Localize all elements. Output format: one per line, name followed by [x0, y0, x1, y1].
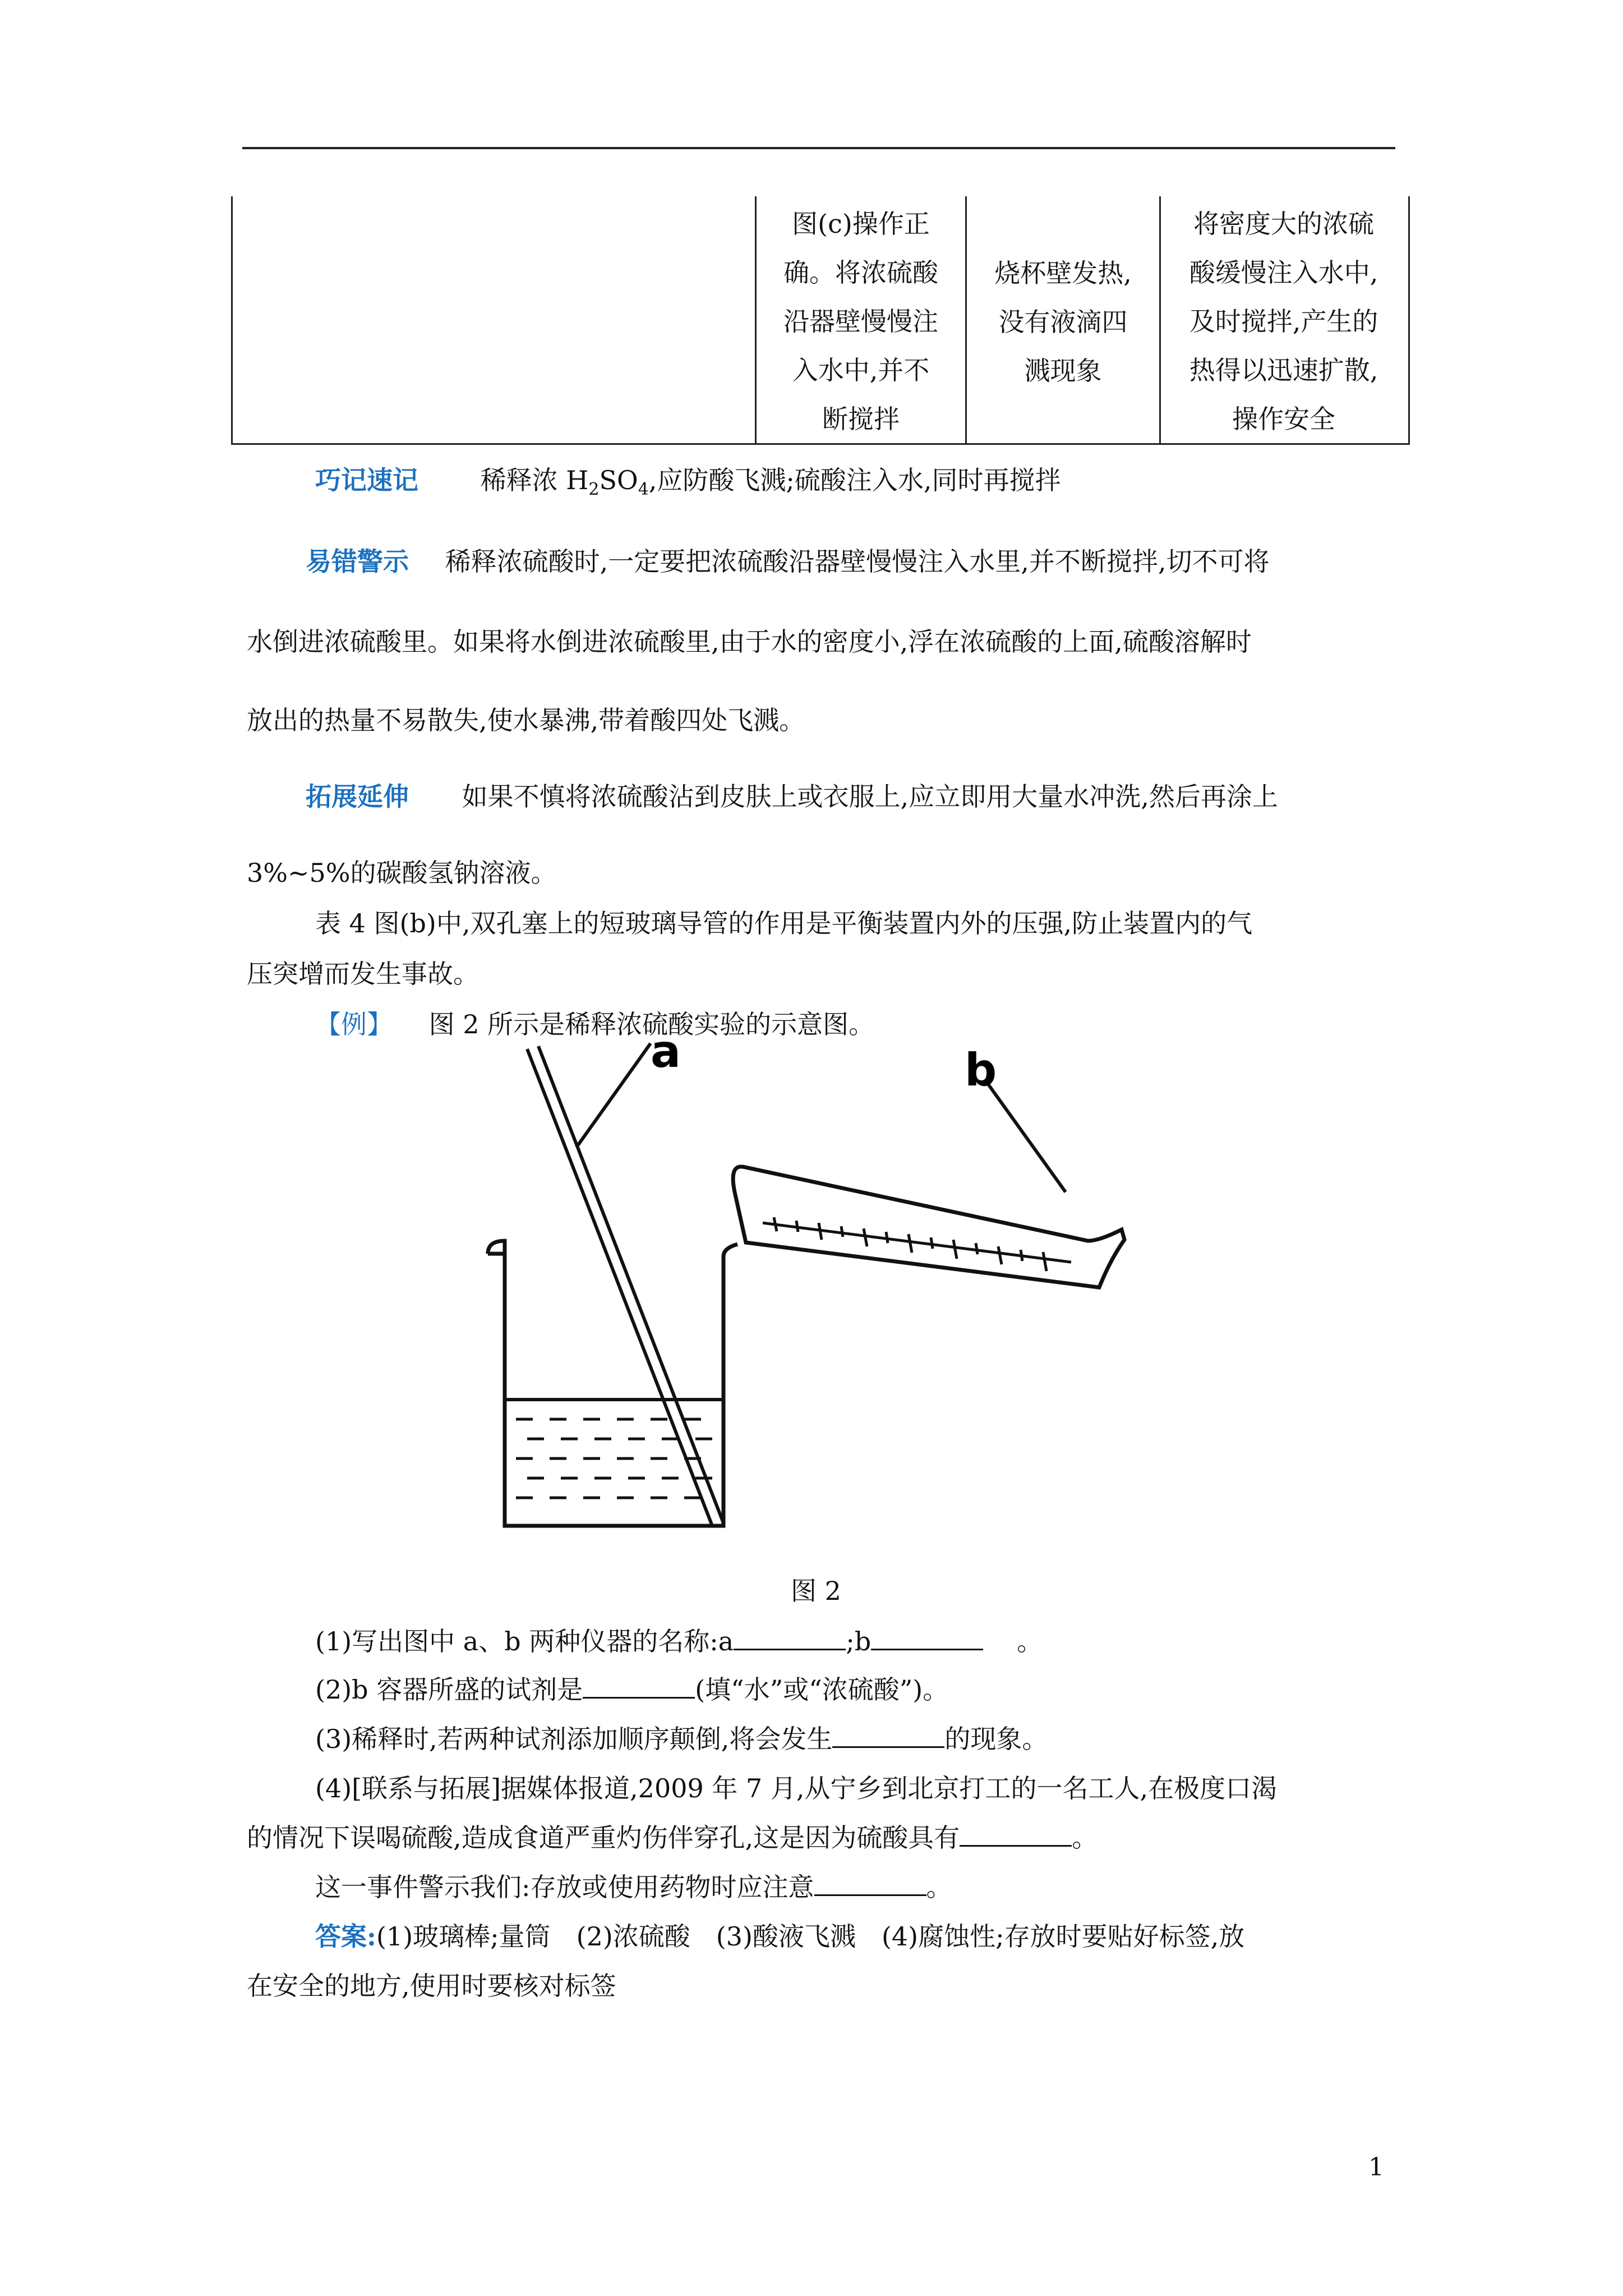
- mnemonic-text: 稀释浓 $H_2SO_4$,应防酸飞溅;硫酸注入水,同时再搅拌: [480, 465, 1061, 500]
- question-3: (3)稀释时,若两种试剂添加顺序颠倒,将会发生 的现象。: [315, 1724, 1048, 1754]
- label-b: b: [965, 1044, 997, 1096]
- warning-line-1: [306, 541, 1270, 578]
- cell-explanation-text: 将密度大的浓硫 酸缓慢注入水中, 及时搅拌,产生的 热得以迅速扩散, 操作安全: [1189, 209, 1378, 434]
- answer-label: 答案:: [315, 1921, 376, 1952]
- question-4-line-2: 的情况下误喝硫酸,造成食道严重灼伤伴穿孔,这是因为硫酸具有 。: [247, 1823, 1098, 1853]
- note-text-1: 表 4 图(b)中,双孔塞上的短玻璃导管的作用是平衡装置内外的压强,防止装置内的气: [315, 908, 1253, 938]
- table-cell-operation: [755, 196, 965, 443]
- example-text: 图 2 所示是稀释浓硫酸实验的示意图。: [428, 1009, 875, 1039]
- question-5: 这一事件警示我们:存放或使用药物时应注意 。: [315, 1872, 952, 1902]
- table-cell-phenomenon: [965, 196, 1159, 443]
- mnemonic-line: [315, 460, 1061, 499]
- answer-blank[interactable]: [960, 1821, 1072, 1847]
- dilution-figure: [482, 1032, 1155, 1554]
- answer-text-1: (1)玻璃棒;量筒 (2)浓硫酸 (3)酸液飞溅 (4)腐蚀性;存放时要贴好标签,放: [376, 1921, 1245, 1952]
- figure-caption: 图 2: [791, 1576, 841, 1606]
- cell-operation-text: 图(c)操作正 确。将浓硫酸 沿器壁慢慢注 入水中,并不 断搅拌: [783, 209, 938, 434]
- extension-line-1: [306, 776, 1278, 813]
- answer-text-2: 在安全的地方,使用时要核对标签: [247, 1971, 616, 2001]
- answer-blank[interactable]: [832, 1723, 944, 1748]
- warning-text-3: 放出的热量不易散失,使水暴沸,带着酸四处飞溅。: [247, 705, 805, 735]
- question-1: (1)写出图中 a、b 两种仪器的名称:a ;b 。: [315, 1626, 1043, 1657]
- warning-text-1: 稀释浓硫酸时,一定要把浓硫酸沿器壁慢慢注入水里,并不断搅拌,切不可将: [445, 546, 1270, 577]
- label-b-pointer: [987, 1083, 1066, 1192]
- answer-blank[interactable]: [583, 1673, 695, 1699]
- warning-label: 易错警示: [306, 546, 409, 577]
- note-text-2: 压突增而发生事故。: [247, 959, 479, 989]
- answer-line-1: [315, 1916, 1244, 1953]
- example-label: 【例】: [315, 1009, 393, 1039]
- beaker-liquid: [505, 1400, 723, 1498]
- extension-label: 拓展延伸: [306, 781, 409, 812]
- cell-phenomenon-text: 烧杯壁发热, 没有液滴四 溅现象: [994, 258, 1132, 386]
- header-rule: [242, 147, 1395, 149]
- measuring-cylinder: [733, 1167, 1124, 1287]
- glass-rod: [527, 1046, 723, 1526]
- extension-text-2: 3%~5%的碳酸氢钠溶液。: [247, 858, 557, 888]
- extension-text-1: 如果不慎将浓硫酸沾到皮肤上或衣服上,应立即用大量水冲洗,然后再涂上: [462, 781, 1278, 812]
- question-2: (2)b 容器所盛的试剂是 (填“水”或“浓硫酸”)。: [315, 1674, 949, 1705]
- beaker: [488, 1241, 737, 1526]
- experiment-table: [231, 196, 1410, 445]
- label-a: a: [651, 1032, 681, 1078]
- label-a-pointer: [577, 1043, 651, 1147]
- mnemonic-label: 巧记速记: [315, 465, 418, 495]
- answer-blank[interactable]: [814, 1871, 926, 1896]
- answer-blank[interactable]: [871, 1625, 983, 1650]
- answer-blank[interactable]: [734, 1625, 846, 1650]
- warning-text-2: 水倒进浓硫酸里。如果将水倒进浓硫酸里,由于水的密度小,浮在浓硫酸的上面,硫酸溶解时: [247, 627, 1252, 657]
- table-cell-explanation: [1159, 196, 1407, 443]
- page-number: 1: [1368, 2153, 1384, 2182]
- question-4-line-1: (4)[联系与拓展]据媒体报道,2009 年 7 月,从宁乡到北京打工的一名工人,在极度口渴: [315, 1773, 1278, 1803]
